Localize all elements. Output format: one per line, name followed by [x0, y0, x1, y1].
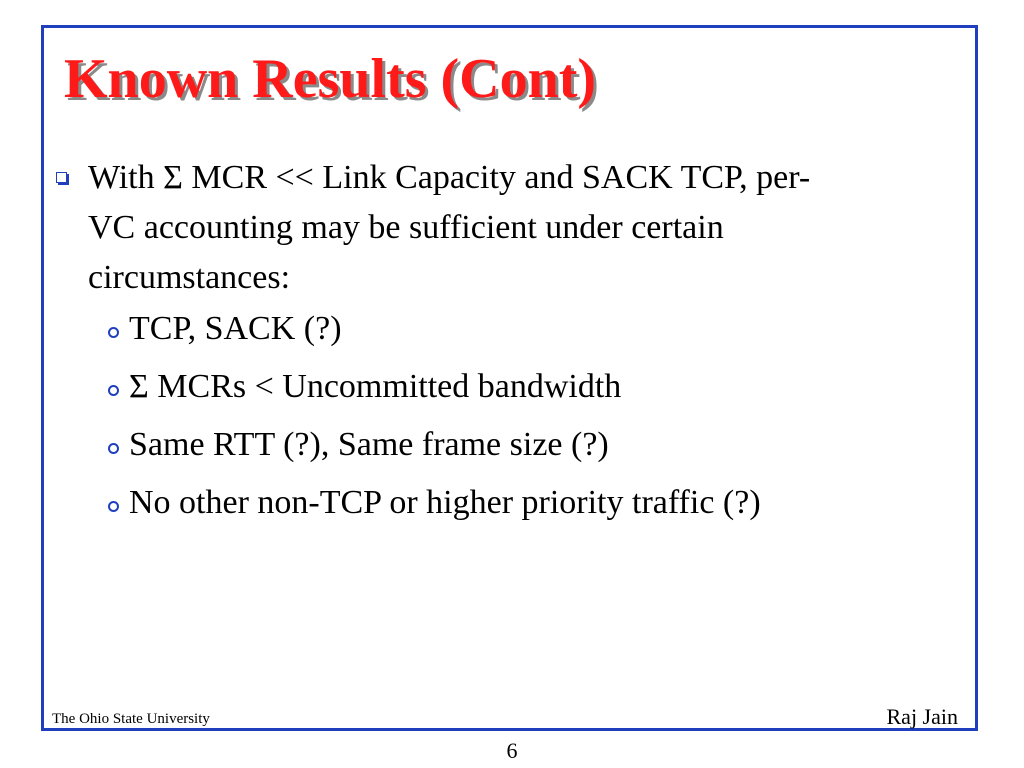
sub-bullet-item: [108, 474, 761, 532]
main-bullet-text: With Σ MCR << Link Capacity and SACK TCP, per-VC accounting may be sufficient under certain circumstances:: [88, 159, 811, 296]
circle-bullet-icon: [108, 443, 119, 454]
circle-bullet-icon: [108, 385, 119, 396]
sub-bullet-text: Same RTT (?), Same frame size (?): [129, 426, 609, 463]
slide-title: Known Results (Cont): [64, 48, 597, 110]
main-bullet-item: [56, 153, 816, 303]
page-number: 6: [506, 738, 518, 763]
sub-bullet-text: No other non-TCP or higher priority traffic (?): [129, 484, 761, 521]
sub-bullet-item: [108, 358, 761, 416]
sub-bullet-text: Σ MCRs < Uncommitted bandwidth: [129, 368, 622, 405]
footer-organization: The Ohio State University: [52, 711, 210, 727]
footer-author: Raj Jain: [886, 704, 958, 729]
circle-bullet-icon: [108, 327, 119, 338]
sub-bullet-item: [108, 416, 761, 474]
circle-bullet-icon: [108, 501, 119, 512]
sub-bullet-text: TCP, SACK (?): [129, 310, 342, 347]
square-bullet-icon: [56, 172, 67, 183]
sub-bullet-item: [108, 300, 761, 358]
sub-bullet-list: [108, 300, 761, 532]
